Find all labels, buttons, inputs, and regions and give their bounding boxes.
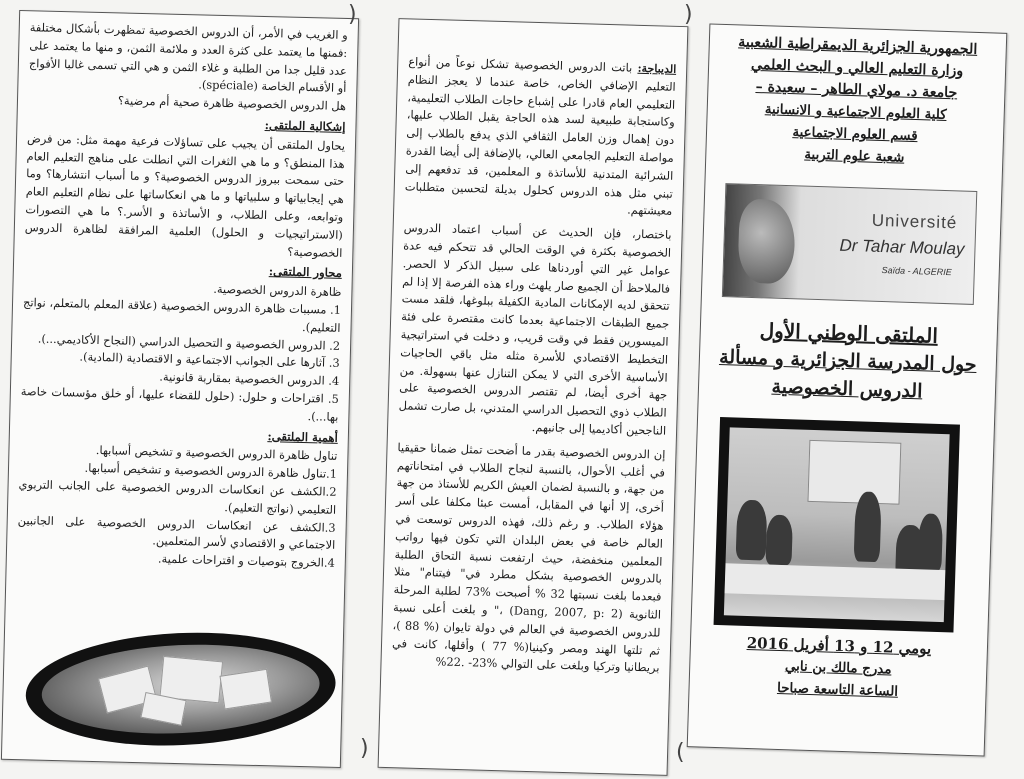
event-title-line: الملتقى الوطني الأول (759, 318, 939, 348)
university-logo (722, 183, 977, 305)
staple-mark-icon: ( (676, 740, 685, 765)
oval-photo-frame (23, 626, 338, 752)
brochure-panel-middle (378, 18, 689, 776)
preamble-text-1: باتت الدروس الخصوصية تشكل نوعاً من أنواع التعليم الإضافي الخاص، خاصة عندما لا يعجز النظام التعليمي العام قادرا على إشباع حاجات الطلاب التعليمية، وكاستجابة طبيعية لسد هذه الحاجة يقبل الطلاب عليها، دون إهمال وزن العامل الثقافي الذي يدفع بالطلاب إلى مواصلة التعليم الجامعي العالي، بالإضافة إلى أيضا القدرة الشرائية المتدنية للأساتذة و المعلمين، قد تدفعهم إلى تبني مثل هذه الدروس كحلول بديلة لتحسين متطلبات معيشتهم. (404, 54, 676, 219)
preamble-label: الديباجة: (637, 61, 677, 76)
header-line: شعبة علوم التربية (804, 146, 905, 166)
intro-paragraph: و الغريب في الأمر، أن الدروس الخصوصية تمظهرت بأشكال مختلفة :فمنها ما يعتمد على كثرة العدد و ملائمة الثمن، و منها ما يعتمد على عدد قليل جدا من الطلبة و غلاء الثمن و هي التي تسمى غالبا الأفواج أو الأقسام الخاصة (spéciale). (28, 20, 348, 96)
preamble-text-3a: إن الدروس الخصوصية بقدر ما أضحت تمثل ضمانا حقيقيا في أغلب الأحوال، بالنسبة لنجاح الطلاب في امتحاناتهم من جهة، و بالنسبة لضمان العيش الكريم للأستاذ من جهة أخرى، إلا أنها في المقابل، أمست عبئا مكلفا على أسر هؤلاء الطلاب. و رغم ذلك، فهذه الدروس توسعت في العالم خاصة في بعض البلدان التي تكون فيها رواتب المعلمين منخفضة، حيث ارتفعت نسبة التحاق الطلبة بالدروس الخصوصية بشكل مطرد في" فيتنام" مثلا فبعدما بلغت نسبتها 32 % أصبحت %73 لطلبة المرحلة الثانوية (393, 439, 666, 622)
staple-mark-icon: ) (360, 736, 369, 761)
brochure-panel-left (1, 10, 359, 768)
importance-item: 3.الكشف عن انعكاسات الدروس الخصوصية على الجانبين الاجتماعي و الاقتصادي لأسر المتعلمين. (17, 512, 336, 553)
papers-on-desk-photo (40, 639, 322, 740)
event-date: يومي 12 و 13 أفريل 2016 (746, 633, 932, 658)
importance-item: 2.الكشف عن انعكاسات الدروس الخصوصية على الجانب التربوي التعليمي (نواتج التعليم). (18, 477, 337, 517)
desk-strip (725, 563, 946, 600)
importance-item: 1.تناول ظاهرة الدروس الخصوصية و تشخيص أسبابها. (84, 460, 338, 481)
header-line: جامعة د. مولاي الطاهر – سعيدة – (755, 78, 958, 102)
event-title-line: حول المدرسة الجزائرية و مسألة (718, 345, 977, 377)
importance-list (17, 458, 338, 573)
problem-heading: إشكالية الملتقى: (264, 117, 346, 134)
classroom-photo-image (724, 427, 950, 622)
importance-intro: تناول ظاهرة الدروس الخصوصية و تشخيص أسبابها. (95, 443, 338, 464)
header-line: قسم العلوم الاجتماعية (792, 124, 918, 145)
logo-city: Saïda - ALGERIE (881, 265, 952, 278)
intro-question: هل الدروس الخصوصية ظاهرة صحية أم مرضية؟ (117, 93, 347, 114)
header-line: الجمهورية الجزائرية الديمقراطية الشعبية (738, 34, 978, 58)
logo-university-word: Université (871, 210, 958, 233)
institution-header (714, 31, 998, 172)
logo-university-name: Dr Tahar Moulay (839, 235, 965, 259)
axes-list (20, 294, 341, 426)
axes-item: 3. آثارها على الجوانب الاجتماعية و الاقتصادية (المادية). (79, 349, 340, 371)
citation: (Dang, 2007, p: 2) (509, 603, 623, 621)
event-time: الساعة التاسعة صباحا (776, 679, 899, 700)
preamble-text-3b: ،" و بلغت أعلى نسبة للدروس الخصوصية في العالم في دولة تايوان (% 88 )، ثم تلتها الهند ومصر وكينيا(% 77 ) وأقلها، كانت في بريطانيا وتركيا وبلغت على التوالي %23- .22% (391, 600, 661, 675)
event-venue: مدرج مالك بن نابي (784, 658, 892, 678)
staple-mark-icon: ) (684, 2, 693, 27)
whiteboard (807, 440, 901, 505)
event-title (707, 315, 990, 408)
importance-heading: أهمية الملتقى: (267, 428, 339, 445)
axes-intro: ظاهرة الدروس الخصوصية. (213, 281, 342, 300)
header-line: وزارة التعليم العالي و البحث العلمي (750, 56, 964, 80)
brochure-panel-cover (687, 23, 1008, 756)
staple-mark-icon: ) (348, 2, 357, 27)
axes-item: 1. مسببات ظاهرة الدروس الخصوصية (علاقة المعلم بالمتعلم، نواتج التعليم). (22, 295, 342, 335)
event-details (697, 630, 979, 705)
axes-item: 2. الدروس الخصوصية و التحصيل الدراسي (النجاح الأكاديمي...). (37, 331, 341, 353)
axes-item: 4. الدروس الخصوصية بمقاربة قانونية. (159, 369, 340, 389)
preamble-paragraph-1 (404, 53, 676, 221)
left-panel-content (17, 19, 348, 573)
event-title-line: الدروس الخصوصية (771, 375, 923, 403)
preamble-paragraph-3 (391, 439, 665, 678)
problem-paragraph: يحاول الملتقى أن يجيب على تساؤلات فرعية مهمة مثل: من فرض هذا المنطق؟ و ما هي الثغرات التي انطلت على مناهج التعليم العام حتى سمحت ببروز الدروس الخصوصية؟ و ما أسباب انتشارها؟ وما هي إيجابياتها و سلبياتها و ما هي انعكاساتها على نظام التعليم العام وتوابعه، وعلى الطلاب، و الأساتذة و الأسر.؟ ما هي التصورات (الاستراتيجيات و الحلول) العلمية المرافقة لظاهرة الدروس الخصوصية؟ (24, 130, 346, 260)
preamble-paragraph-2: باختصار، فإن الحديث عن أسباب اعتماد الدروس الخصوصية بكثرة في الوقت الحالي قد تتحكم فيه عدة عوامل غير التي أوردناها على سبيل الذكر لا الحصر. فالملاحظ أن الجميع صار يلهث وراء هذه الفرصة إلا إذا لم تتحقق لديه الإمكانات المادية الكفيلة ببلوغها، فلقد مست جميع الطبقات الاجتماعية بعدما كانت مقتصرة على فئة الميسورين فقط في وقت قريب، و دخلت في استراتيجية التخطيط الاقتصادي للأسرة مثله مثل باقي الحاجيات الأساسية الأخرى التي لا يمكن التنازل عنها بسهولة. من جهة أخرى أيضا، لم تقتصر الدروس الخصوصية على الطلاب ذوي التحصيل الدراسي المتدني، بل صارت تشمل الناجحين أكاديميا إلى جانبهم. (398, 220, 672, 438)
classroom-photo (714, 417, 960, 632)
middle-panel-content (391, 53, 676, 683)
axes-heading: محاور الملتقى: (268, 264, 343, 281)
header-line: كلية العلوم الاجتماعية و الانسانية (764, 101, 947, 123)
importance-item: 4.الخروج بتوصيات و اقتراحات علمية. (157, 551, 335, 570)
university-emblem-icon (737, 199, 796, 285)
axes-item: 5. اقتراحات و حلول: (حلول للقضاء عليها، أو خلق مؤسسات خاصة بها...). (20, 384, 339, 424)
